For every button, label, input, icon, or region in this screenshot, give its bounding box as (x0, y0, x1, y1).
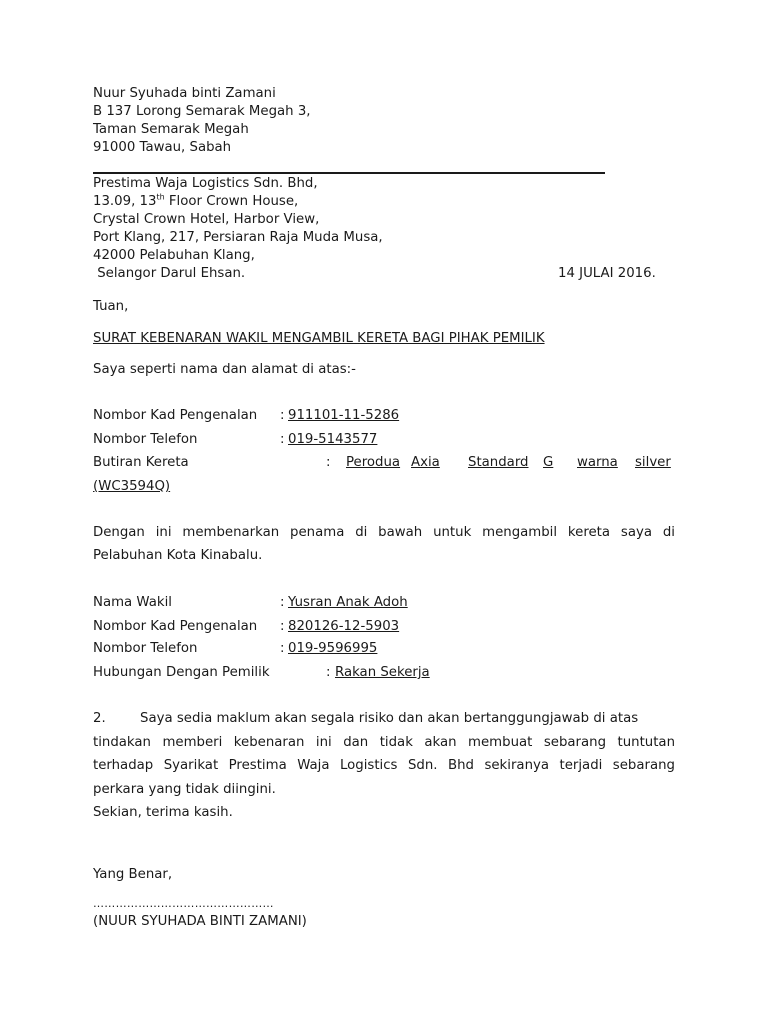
recipient-line4: Port Klang, 217, Persiaran Raja Muda Musa, (93, 230, 383, 245)
sender-address-line3: 91000 Tawau, Sabah (93, 140, 232, 155)
address-divider (93, 172, 605, 174)
agent-relation-colon: : (326, 665, 331, 680)
owner-ic-colon: : (280, 408, 285, 423)
paragraph2-line1-row (93, 710, 683, 728)
owner-car-plate: (WC3594Q) (93, 479, 171, 494)
authorization-line2: Pelabuhan Kota Kinabalu. (93, 548, 263, 563)
agent-ic-label: Nombor Kad Pengenalan (93, 619, 258, 634)
agent-name-value: Yusran Anak Adoh (288, 595, 408, 610)
recipient-line3: Crystal Crown Hotel, Harbor View, (93, 212, 320, 227)
owner-phone-value: 019-5143577 (288, 432, 378, 447)
owner-car-word: Axia (411, 455, 440, 470)
owner-car-word: warna (577, 455, 618, 470)
agent-relation-label: Hubungan Dengan Pemilik (93, 665, 270, 680)
intro-text: Saya seperti nama dan alamat di atas:- (93, 362, 356, 377)
owner-phone-colon: : (280, 432, 285, 447)
sign-off: Yang Benar, (93, 867, 173, 882)
paragraph2-number: 2. (93, 711, 106, 726)
recipient-line6: Selangor Darul Ehsan. (93, 266, 246, 281)
owner-car-row (93, 454, 683, 472)
recipient-floor (93, 193, 298, 211)
owner-phone-label: Nombor Telefon (93, 432, 198, 447)
owner-ic-label: Nombor Kad Pengenalan (93, 408, 258, 423)
agent-name-label: Nama Wakil (93, 595, 172, 610)
sender-name: Nuur Syuhada binti Zamani (93, 86, 276, 101)
owner-car-word: G (543, 455, 554, 470)
owner-ic-value: 911101-11-5286 (288, 408, 400, 423)
agent-relation-row (93, 664, 683, 682)
agent-phone-colon: : (280, 641, 285, 656)
owner-ic-row (93, 407, 683, 425)
agent-name-row (93, 594, 683, 612)
agent-ic-value: 820126-12-5903 (288, 619, 400, 634)
paragraph2-line2: tindakan memberi kebenaran ini dan tidak akan membuat sebarang tuntutan (93, 735, 675, 750)
recipient-floor-suffix: Floor Crown House, (164, 194, 299, 209)
agent-phone-value: 019-9596995 (288, 641, 378, 656)
signature-line: ………………………………………… (93, 897, 274, 910)
salutation: Tuan, (93, 299, 129, 314)
owner-car-label: Butiran Kereta (93, 455, 189, 470)
authorization-line1: Dengan ini membenarkan penama di bawah untuk mengambil kereta saya di (93, 525, 675, 540)
recipient-floor-sup: th (156, 192, 165, 202)
agent-phone-row (93, 640, 683, 658)
agent-ic-colon: : (280, 619, 285, 634)
letter-date: 14 JULAI 2016. (558, 266, 656, 281)
owner-car-colon: : (326, 455, 331, 470)
owner-phone-row (93, 431, 683, 449)
sender-address-line1: B 137 Lorong Semarak Megah 3, (93, 104, 311, 119)
agent-name-colon: : (280, 595, 285, 610)
agent-ic-row (93, 618, 683, 636)
closing-text: Sekian, terima kasih. (93, 805, 233, 820)
sender-address-line2: Taman Semarak Megah (93, 122, 249, 137)
owner-car-word: Standard (468, 455, 529, 470)
recipient-company: Prestima Waja Logistics Sdn. Bhd, (93, 176, 318, 191)
paragraph2-line4: perkara yang tidak diingini. (93, 782, 276, 797)
recipient-floor-prefix: 13.09, 13 (93, 194, 157, 209)
letter-subject: SURAT KEBENARAN WAKIL MENGAMBIL KERETA BAGI PIHAK PEMILIK (93, 331, 545, 346)
signatory-name: (NUUR SYUHADA BINTI ZAMANI) (93, 914, 307, 929)
paragraph2-line3: terhadap Syarikat Prestima Waja Logistics Sdn. Bhd sekiranya terjadi sebarang (93, 758, 675, 773)
owner-car-word: silver (635, 455, 671, 470)
agent-relation-value: Rakan Sekerja (335, 665, 430, 680)
owner-car-word: Perodua (346, 455, 401, 470)
agent-phone-label: Nombor Telefon (93, 641, 198, 656)
paragraph2-line1: Saya sedia maklum akan segala risiko dan akan bertanggungjawab di atas (140, 711, 639, 726)
recipient-line5: 42000 Pelabuhan Klang, (93, 248, 255, 263)
